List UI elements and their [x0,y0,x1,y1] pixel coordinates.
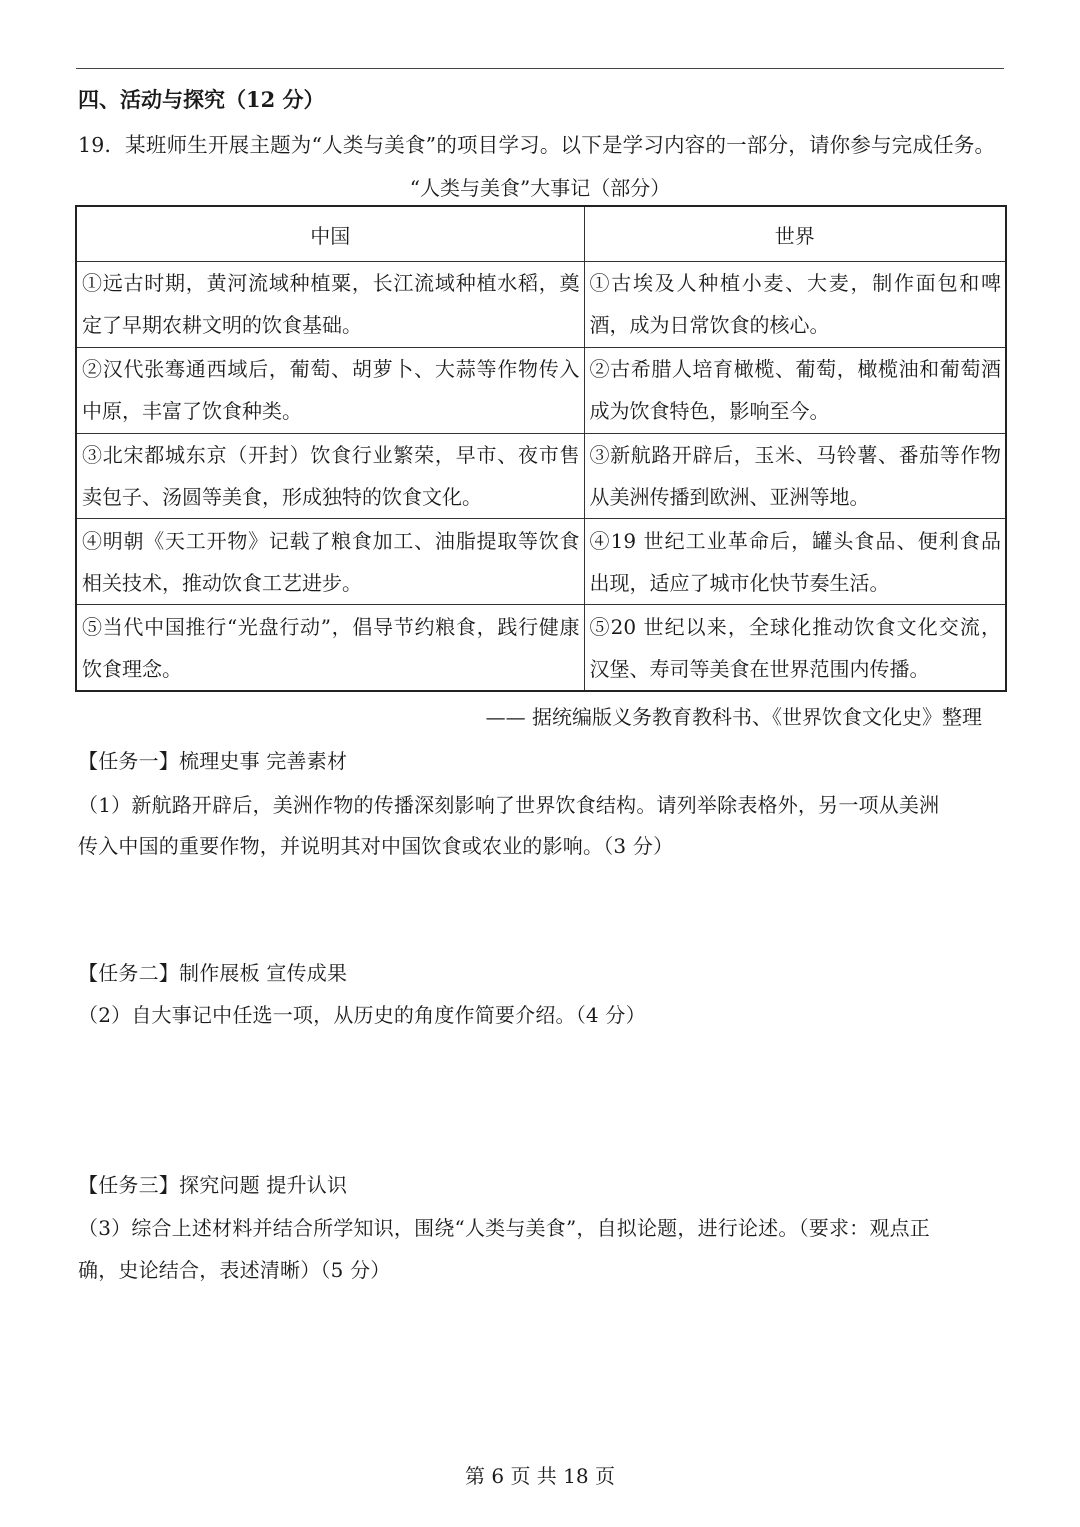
table-header-row [76,206,1006,262]
task3-question-line2: 确，史论结合，表述清晰）（5 分） [78,1258,391,1282]
table-source: —— 据统编版义务教育教科书、《世界饮食文化史》整理 [485,705,982,729]
task2-title: 【任务二】制作展板 宣传成果 [78,961,348,985]
table-row [76,262,1006,348]
header-china: 中国 [76,206,584,262]
world-event-cell: ③新航路开辟后，玉米、马铃薯、番茄等作物从美洲传播到欧洲、亚洲等地。 [584,433,1006,519]
china-event-cell: ④明朝《天工开物》记载了粮食加工、油脂提取等饮食相关技术，推动饮食工艺进步。 [76,519,584,605]
task3-question-line1: （3）综合上述材料并结合所学知识，围绕“人类与美食”，自拟论题，进行论述。（要求：观点正 [78,1216,930,1240]
world-event-cell: ④19 世纪工业革命后，罐头食品、便利食品出现，适应了城市化快节奏生活。 [584,519,1006,605]
task1-question-line2: 传入中国的重要作物，并说明其对中国饮食或农业的影响。（3 分） [78,834,674,858]
china-event-cell: ①远古时期，黄河流域种植粟，长江流域种植水稻，奠定了早期农耕文明的饮食基础。 [76,262,584,348]
header-world: 世界 [584,206,1006,262]
section-title: 四、活动与探究（12 分） [78,87,325,112]
table-row [76,433,1006,519]
task1-title: 【任务一】梳理史事 完善素材 [78,749,348,773]
table-row [76,605,1006,691]
world-event-cell: ②古希腊人培育橄榄、葡萄，橄榄油和葡萄酒成为饮食特色，影响至今。 [584,347,1006,433]
task1-question-line1: （1）新航路开辟后，美洲作物的传播深刻影响了世界饮食结构。请列举除表格外，另一项从美洲 [78,793,940,817]
table-row [76,347,1006,433]
china-event-cell: ⑤当代中国推行“光盘行动”，倡导节约粮食，践行健康饮食理念。 [76,605,584,691]
world-event-cell: ①古埃及人种植小麦、大麦，制作面包和啤酒，成为日常饮食的核心。 [584,262,1006,348]
table-caption: “人类与美食”大事记（部分） [409,176,671,200]
china-event-cell: ②汉代张骞通西域后，葡萄、胡萝卜、大蒜等作物传入中原，丰富了饮食种类。 [76,347,584,433]
table-row [76,519,1006,605]
china-event-cell: ③北宋都城东京（开封）饮食行业繁荣，早市、夜市售卖包子、汤圆等美食，形成独特的饮食文化。 [76,433,584,519]
events-table [75,205,1007,692]
header-rule [76,68,1004,69]
page-number: 第 6 页 共 18 页 [465,1464,615,1488]
world-event-cell: ⑤20 世纪以来，全球化推动饮食文化交流，汉堡、寿司等美食在世界范围内传播。 [584,605,1006,691]
question-intro: 19．某班师生开展主题为“人类与美食”的项目学习。以下是学习内容的一部分，请你参与完成任务。 [78,133,996,157]
task2-question-line1: （2）自大事记中任选一项，从历史的角度作简要介绍。（4 分） [78,1003,646,1027]
task3-title: 【任务三】探究问题 提升认识 [78,1173,348,1197]
